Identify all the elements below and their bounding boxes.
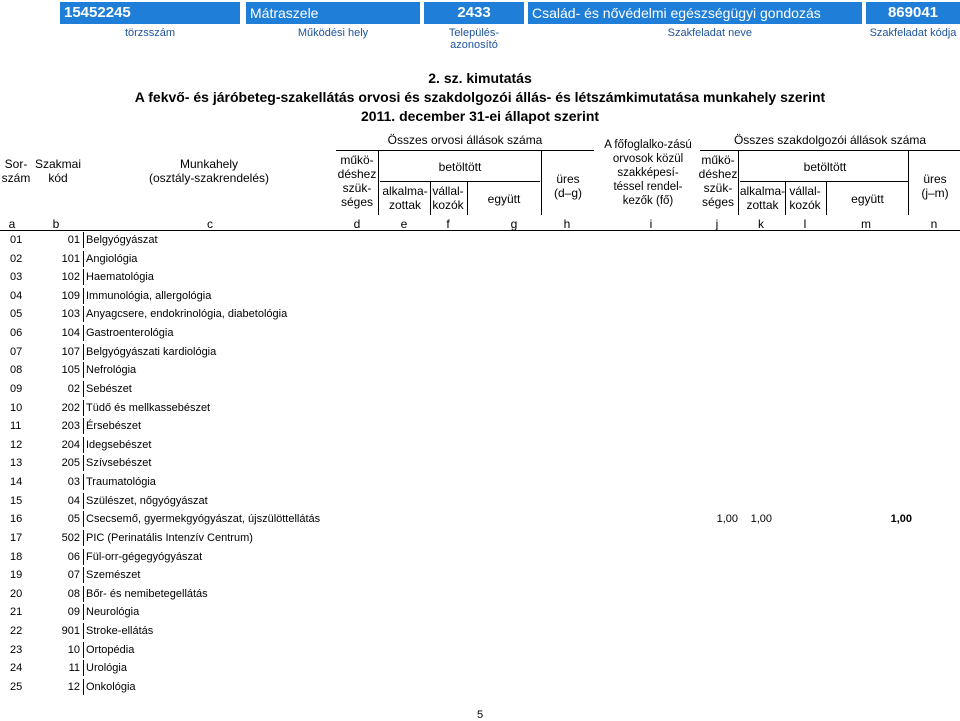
row-name: Gastroenterológia — [86, 327, 174, 340]
telepules-value: 2433 — [424, 2, 524, 24]
table-row — [0, 677, 960, 695]
telepules-label-2: azonosító — [450, 39, 498, 51]
table-row — [0, 491, 960, 509]
row-name: Stroke-ellátás — [86, 625, 154, 638]
row-number: 16 — [10, 513, 23, 526]
row-code: 12 — [67, 680, 80, 693]
col-j-2: déshez — [698, 167, 738, 181]
col-l-1: vállal- — [789, 184, 821, 198]
grid-line — [83, 325, 84, 341]
column-letter-m: m — [861, 217, 871, 231]
row-name: Immunológia, allergológia — [86, 289, 212, 302]
table-row — [0, 472, 960, 490]
row-number: 02 — [10, 252, 23, 265]
col-f-1: vállal- — [432, 184, 464, 198]
col-i-3: szakképesí- — [617, 167, 679, 179]
szakfeladat-kod-value: 869041 — [866, 2, 960, 24]
grid-line — [380, 181, 540, 182]
row-name: Szívsebészet — [86, 457, 152, 470]
column-letter-l: l — [803, 217, 807, 231]
grid-line — [83, 362, 84, 378]
row-number: 22 — [10, 625, 23, 638]
table-row — [0, 565, 960, 583]
column-letter-j: j — [715, 217, 719, 231]
table-row — [0, 621, 960, 639]
row-number: 14 — [10, 476, 23, 489]
column-letter-c: c — [207, 217, 213, 231]
col-f-2: kozók — [432, 198, 464, 212]
column-letter-k: k — [758, 217, 764, 231]
grid-line — [908, 150, 909, 215]
col-munkahely — [84, 157, 334, 185]
row-name: Belgyógyászati kardiológia — [86, 345, 217, 358]
row-code: 06 — [67, 550, 80, 563]
row-code: 11 — [68, 662, 80, 675]
grid-line — [83, 511, 84, 527]
col-d-3: szük- — [342, 181, 372, 195]
row-code: 102 — [61, 271, 80, 284]
grid-line — [83, 418, 84, 434]
row-name: Onkológia — [86, 680, 136, 693]
grid-line — [83, 474, 84, 490]
grid-line — [83, 251, 84, 267]
row-code: 10 — [67, 643, 80, 656]
row-number: 18 — [10, 550, 23, 563]
grid-line — [83, 604, 84, 620]
column-letter-f: f — [446, 217, 450, 231]
col-e-2: zottak — [388, 198, 421, 212]
col-orvosi-group: Összes orvosi állások száma — [387, 133, 543, 147]
col-i-2: orvosok közül — [612, 153, 684, 165]
column-letter-n: n — [930, 217, 938, 231]
col-d-1: műkö- — [340, 153, 374, 167]
row-name: Urológia — [86, 662, 127, 675]
grid-line — [83, 493, 84, 509]
table-row — [0, 230, 960, 248]
col-l-2: kozók — [789, 198, 821, 212]
grid-line — [83, 306, 84, 322]
grid-line — [700, 150, 960, 151]
row-code: 01 — [67, 234, 80, 246]
row-number: 13 — [10, 457, 23, 470]
row-number: 01 — [10, 234, 23, 246]
szakfeladat-neve-label-text: Szakfeladat neve — [667, 27, 752, 39]
table-row — [0, 453, 960, 471]
row-number: 21 — [10, 606, 23, 619]
col-sorszam-2: szám — [1, 171, 31, 185]
table-row — [0, 435, 960, 453]
szakfeladat-kod-label: Szakfeladat kódja — [869, 27, 957, 39]
col-szakmai-2: kód — [48, 171, 68, 185]
col-k-alkalmazottak — [735, 184, 790, 212]
grid-line — [826, 182, 827, 215]
row-number: 08 — [10, 364, 23, 377]
grid-line — [83, 660, 84, 676]
col-h-2: (d–g) — [553, 186, 582, 200]
grid-line — [83, 586, 84, 602]
row-code: 203 — [61, 420, 80, 433]
row-number: 04 — [10, 289, 23, 302]
col-n-1: üres — [923, 172, 947, 186]
grid-line — [83, 623, 84, 639]
col-j-mukodeshez — [698, 153, 738, 209]
grid-line — [83, 530, 84, 546]
row-number: 05 — [10, 308, 23, 321]
row-code: 101 — [61, 252, 80, 265]
row-name: Érsebészet — [86, 420, 142, 433]
row-code: 204 — [61, 438, 80, 451]
row-number: 19 — [10, 569, 23, 582]
table-row — [0, 342, 960, 360]
row-value-k: 1,00 — [750, 513, 772, 526]
row-code: 09 — [67, 606, 80, 619]
title-line-2: A fekvő- és járóbeteg-szakellátás orvosi és szakdolgozói állás- és létszámkimutatása munkahely szerint — [134, 89, 826, 105]
grid-line — [83, 437, 84, 453]
row-code: 107 — [61, 345, 80, 358]
row-number: 17 — [10, 531, 23, 544]
col-i-1: A főfoglalko-zású — [604, 139, 692, 151]
row-name: Szülészet, nőgyógyászat — [86, 494, 208, 507]
torzsszam-label: törzsszám — [124, 27, 176, 39]
grid-line — [785, 182, 786, 215]
col-n-ures — [910, 172, 960, 200]
table-row — [0, 360, 960, 378]
col-i-4: téssel rendel- — [613, 181, 683, 193]
grid-line — [740, 181, 908, 182]
row-number: 24 — [10, 662, 23, 675]
col-d-2: déshez — [337, 167, 377, 181]
column-letter-a: a — [8, 217, 16, 231]
grid-line — [83, 269, 84, 285]
col-j-1: műkö- — [701, 153, 735, 167]
row-name: Traumatológia — [86, 476, 156, 489]
grid-line — [83, 567, 84, 583]
col-k-2: zottak — [746, 198, 779, 212]
row-number: 03 — [10, 271, 23, 284]
row-value-j: 1,00 — [716, 513, 738, 526]
grid-line — [541, 150, 542, 215]
table-row — [0, 286, 960, 304]
table-row — [0, 323, 960, 341]
grid-line — [83, 400, 84, 416]
row-code: 502 — [61, 531, 80, 544]
telepules-label — [424, 27, 524, 51]
szakfeladat-neve-value: Család- és nővédelmi egészségügyi gondozás — [528, 2, 862, 24]
grid-line — [430, 182, 431, 215]
title-line-3: 2011. december 31-ei állapot szerint — [360, 108, 600, 124]
grid-line — [336, 150, 594, 151]
row-name: Csecsemő, gyermekgyógyászat, újszülöttellátás — [86, 513, 321, 526]
col-e-alkalmazottak — [380, 184, 430, 212]
col-d-4: séges — [340, 195, 374, 209]
row-number: 23 — [10, 643, 23, 656]
col-d-mukodeshez — [336, 153, 378, 209]
row-code: 05 — [67, 513, 80, 526]
table-row — [0, 398, 960, 416]
col-orvosi-betoltott: betöltött — [438, 160, 482, 174]
table-row — [0, 304, 960, 322]
col-munkahely-1: Munkahely — [179, 157, 239, 171]
grid-line — [467, 182, 468, 215]
column-letter-d: d — [353, 217, 361, 231]
col-sorszam-1: Sor- — [4, 157, 28, 171]
row-code: 07 — [67, 569, 80, 582]
grid-line — [83, 455, 84, 471]
header-bar — [0, 0, 960, 26]
col-m-egyutt: együtt — [851, 192, 884, 206]
grid-line — [83, 288, 84, 304]
row-name: Nefrológia — [86, 364, 137, 377]
row-number: 15 — [10, 494, 23, 507]
table-row — [0, 416, 960, 434]
col-h-ures — [543, 172, 593, 200]
table-row — [0, 602, 960, 620]
page-number: 5 — [476, 709, 484, 721]
col-sorszam — [0, 157, 32, 185]
grid-line — [83, 344, 84, 360]
col-j-4: séges — [701, 195, 735, 209]
mukodesi-hely-value: Mátraszele — [246, 2, 420, 24]
telepules-label-1: Település- — [448, 27, 500, 39]
col-szakdolg-group: Összes szakdolgozói állások száma — [733, 133, 927, 147]
row-name: Idegsebészet — [86, 438, 152, 451]
row-number: 09 — [10, 382, 23, 395]
row-number: 07 — [10, 345, 23, 358]
col-g-egyutt: együtt — [487, 192, 521, 206]
row-name: Bőr- és nemibetegellátás — [86, 587, 208, 600]
table-row — [0, 528, 960, 546]
column-letter-e: e — [400, 217, 408, 231]
row-name: Neurológia — [86, 606, 140, 619]
row-name: Anyagcsere, endokrinológia, diabetológia — [86, 308, 288, 321]
row-code: 04 — [67, 494, 80, 507]
table-row — [0, 640, 960, 658]
row-code: 103 — [61, 308, 80, 321]
col-n-2: (j–m) — [921, 186, 949, 200]
column-letter-i: i — [649, 217, 653, 231]
row-code: 202 — [61, 401, 80, 414]
row-name: Ortopédia — [86, 643, 135, 656]
mukodesi-hely-label: Működési hely — [297, 27, 369, 39]
grid-line — [83, 549, 84, 565]
row-code: 02 — [67, 382, 80, 395]
table-row — [0, 547, 960, 565]
grid-line — [83, 679, 84, 695]
col-l-vallalkozok — [785, 184, 825, 212]
table-row — [0, 509, 960, 527]
grid-line — [83, 381, 84, 397]
row-code: 205 — [61, 457, 80, 470]
row-number: 12 — [10, 438, 23, 451]
row-number: 11 — [10, 420, 22, 433]
row-code: 109 — [61, 289, 80, 302]
row-code: 901 — [61, 625, 80, 638]
col-j-3: szük- — [703, 181, 733, 195]
row-code: 105 — [61, 364, 80, 377]
col-i-fofog — [598, 138, 698, 208]
col-h-1: üres — [556, 172, 580, 186]
grid-line — [83, 642, 84, 658]
column-letter-b: b — [52, 217, 60, 231]
row-name: Sebészet — [86, 382, 132, 395]
row-name: Szemészet — [86, 569, 141, 582]
grid-line — [738, 150, 739, 215]
col-k-1: alkalma- — [739, 184, 786, 198]
col-szakmai-kod — [33, 157, 83, 185]
table-row — [0, 658, 960, 676]
row-code: 08 — [67, 587, 80, 600]
col-e-1: alkalma- — [382, 184, 428, 198]
col-munkahely-2: (osztály-szakrendelés) — [148, 171, 270, 185]
column-letter-g: g — [510, 217, 518, 231]
table-row — [0, 584, 960, 602]
table-row — [0, 249, 960, 267]
row-number: 20 — [10, 587, 23, 600]
row-name: Angiológia — [86, 252, 138, 265]
title-line-1: 2. sz. kimutatás — [428, 70, 532, 86]
col-f-vallalkozok — [430, 184, 466, 212]
torzsszam-value: 15452245 — [60, 2, 240, 24]
grid-line — [378, 150, 379, 215]
row-code: 03 — [67, 476, 80, 489]
row-number: 06 — [10, 327, 23, 340]
row-name: Fül-orr-gégegyógyászat — [86, 550, 203, 563]
row-name: Tüdő és mellkassebészet — [86, 401, 211, 414]
col-szakdolg-betoltott: betöltött — [803, 160, 847, 174]
row-code: 104 — [61, 327, 80, 340]
row-value-m: 1,00 — [890, 513, 912, 526]
row-number: 25 — [10, 680, 23, 693]
col-szakmai-1: Szakmai — [34, 157, 81, 171]
row-name: Haematológia — [86, 271, 154, 284]
column-letter-h: h — [563, 217, 571, 231]
row-name: Belgyógyászat — [86, 234, 158, 246]
table-row — [0, 267, 960, 285]
szakfeladat-neve-label — [528, 27, 862, 39]
row-number: 10 — [10, 401, 23, 414]
table-row — [0, 379, 960, 397]
grid-line — [83, 232, 84, 248]
col-i-5: kezők (fő) — [622, 195, 674, 207]
row-name: PIC (Perinatális Intenzív Centrum) — [86, 531, 253, 544]
